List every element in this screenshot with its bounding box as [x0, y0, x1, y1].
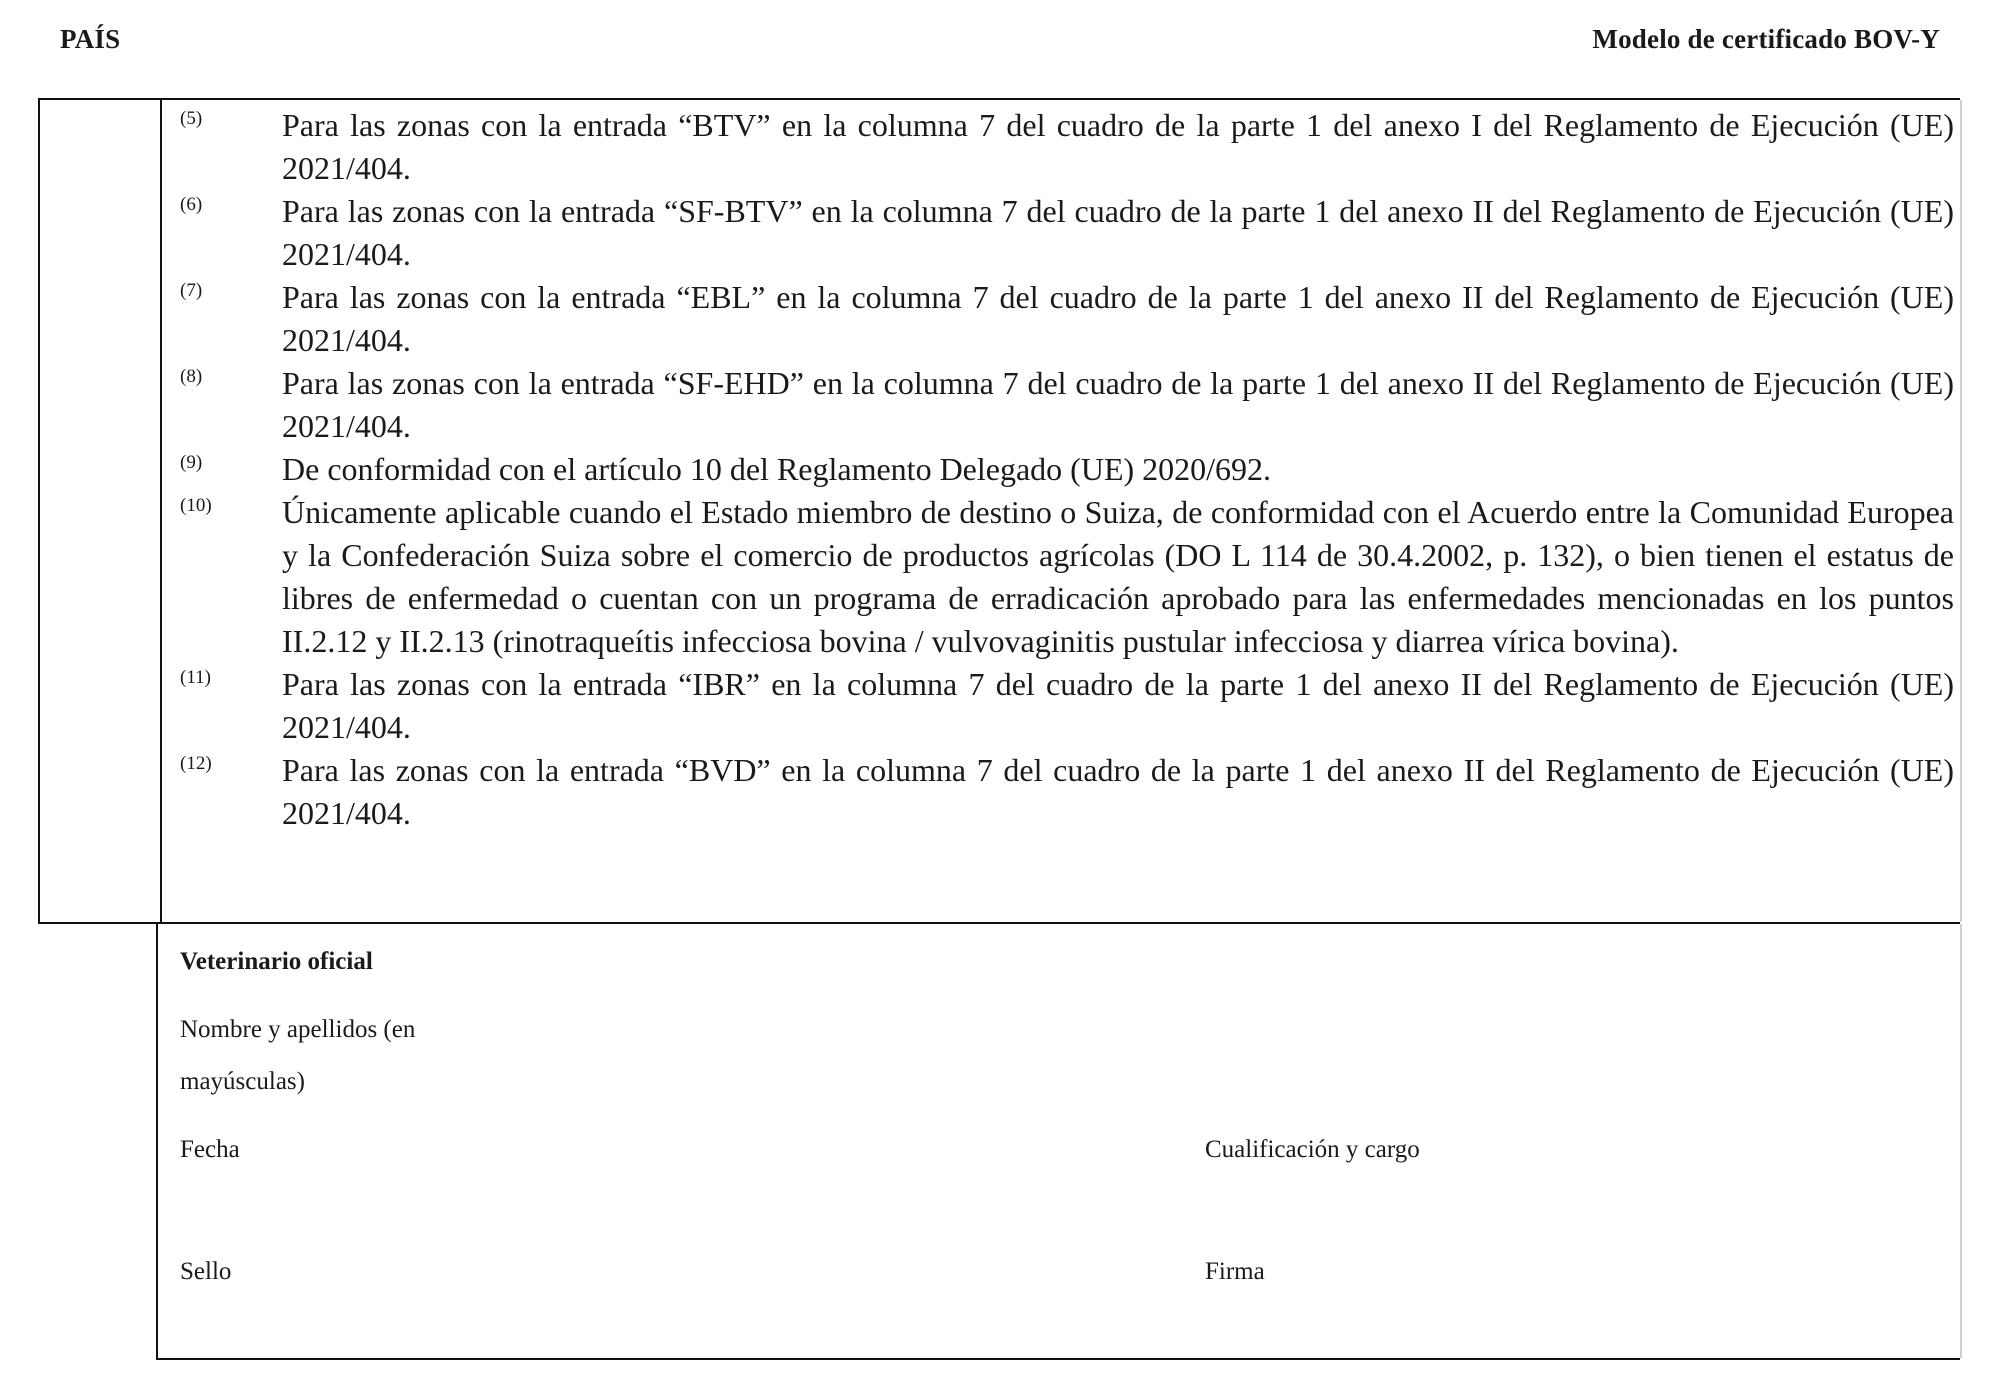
signature-section	[156, 924, 1960, 1360]
footnote-12	[180, 749, 1954, 835]
name-label-continued: mayúsculas)	[180, 1068, 305, 1095]
signature-label: Firma	[1205, 1258, 1265, 1285]
footnote-text: De conformidad con el artículo 10 del Reglamento Delegado (UE) 2020/692.	[282, 451, 1272, 487]
footnote-text: Únicamente aplicable cuando el Estado miembro de destino o Suiza, de conformidad con el Acuerdo entre la Comunidad Europea y la Confederación Suiza sobre el comercio de productos agrícolas (DO L 114 de 30.4.2002, p. 132), o bien tienen el estatus de libres de enfermedad o cuentan con un programa de erradicación aprobado para las enfermedades mencionadas en los puntos II.2.12 y II.2.13 (rinotraqueítis infecciosa bovina / vulvovaginitis pustular infecciosa y diarrea vírica bovina).	[282, 494, 1954, 659]
official-veterinarian-title: Veterinario oficial	[180, 948, 373, 975]
footnote-number: (8)	[180, 366, 203, 387]
right-border	[1960, 924, 1962, 1358]
column-divider	[160, 100, 162, 922]
stamp-label: Sello	[180, 1258, 232, 1285]
certificate-model-header: Modelo de certificado BOV-Y	[1592, 24, 1940, 54]
footnote-text: Para las zonas con la entrada “BTV” en la columna 7 del cuadro de la parte 1 del anexo I del Reglamento de Ejecución (UE) 2021/404.	[282, 107, 1954, 186]
footnote-text: Para las zonas con la entrada “IBR” en la columna 7 del cuadro de la parte 1 del anexo II del Reglamento de Ejecución (UE) 2021/404.	[282, 666, 1954, 745]
footnote-number: (11)	[180, 667, 211, 688]
footnote-text: Para las zonas con la entrada “BVD” en la columna 7 del cuadro de la parte 1 del anexo II del Reglamento de Ejecución (UE) 2021/404.	[282, 752, 1954, 831]
footnote-text: Para las zonas con la entrada “EBL” en la columna 7 del cuadro de la parte 1 del anexo II del Reglamento de Ejecución (UE) 2021/404.	[282, 279, 1954, 358]
footnote-6	[180, 190, 1954, 276]
footnote-number: (7)	[180, 280, 203, 301]
footnote-11	[180, 663, 1954, 749]
footnote-text: Para las zonas con la entrada “SF-BTV” en la columna 7 del cuadro de la parte 1 del anexo II del Reglamento de Ejecución (UE) 2021/404.	[282, 193, 1954, 272]
right-border	[1960, 100, 1962, 922]
footnote-number: (10)	[180, 495, 212, 516]
footnote-number: (6)	[180, 194, 203, 215]
footnotes-list	[180, 104, 1954, 835]
footnote-9	[180, 448, 1954, 491]
footnote-10	[180, 491, 1954, 663]
country-header: PAÍS	[60, 24, 121, 54]
footnote-number: (12)	[180, 753, 212, 774]
footnote-5	[180, 104, 1954, 190]
footnote-8	[180, 362, 1954, 448]
footnote-number: (5)	[180, 108, 203, 129]
footnote-text: Para las zonas con la entrada “SF-EHD” en la columna 7 del cuadro de la parte 1 del anexo II del Reglamento de Ejecución (UE) 2021/404.	[282, 365, 1954, 444]
date-label: Fecha	[180, 1136, 240, 1163]
qualification-label: Cualificación y cargo	[1205, 1136, 1420, 1163]
footnote-7	[180, 276, 1954, 362]
name-label: Nombre y apellidos (en	[180, 1016, 416, 1043]
footnote-number: (9)	[180, 452, 203, 473]
footnotes-section	[38, 98, 1960, 924]
